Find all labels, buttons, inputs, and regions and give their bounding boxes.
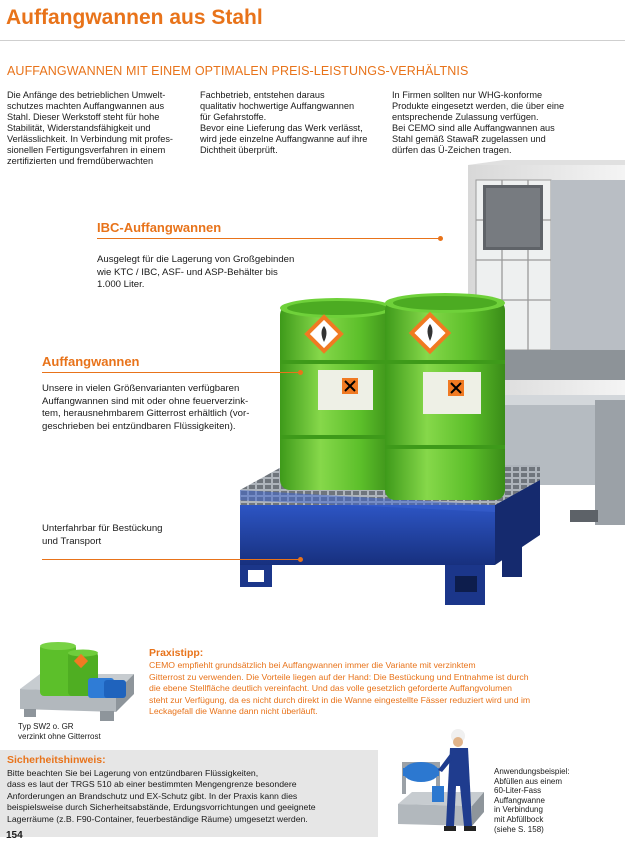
header-divider (0, 40, 625, 41)
ibc-line: wie KTC / IBC, ASF- und ASP-Behälter bis (97, 266, 278, 278)
intro-line: Stahl gemäß StawaR zugelassen und (392, 134, 546, 144)
intro-line: für Gefahrstoffe. (200, 112, 267, 122)
intro-line: dürfen das Ü-Zeichen tragen. (392, 145, 512, 155)
auffangwannen-description (42, 383, 249, 433)
praxistipp-title: Praxistipp: (149, 647, 204, 659)
green-drum (385, 293, 505, 500)
intro-line: zertifizierten und fremdüberwachten (7, 156, 154, 166)
intro-line: entsprechende Zulassung verfügen. (392, 112, 539, 122)
auffangwannen-line: Unsere in vielen Größenvarianten verfügbaren (42, 383, 240, 394)
intro-line: In Firmen sollten nur WHG-konforme (392, 90, 543, 100)
auffangwannen-line: tem, herausnehmbarem Gitterrost erhältlich (vor- (42, 408, 250, 420)
ibc-line: 1.000 Liter. (97, 279, 145, 291)
unterfahrbar-line: Unterfahrbar für Bestückung (42, 523, 163, 534)
unterfahrbar-pointer-dot (298, 557, 303, 562)
application-example (494, 767, 570, 834)
praxistipp-line: die ebene Stellfläche deutlich vereinfacht. Und das volle gesetzlich geforderte Auffangvolumen (149, 683, 513, 694)
ibc-line: Ausgelegt für die Lagerung von Großgebinden (97, 254, 295, 265)
intro-line: Bevor eine Lieferung das Werk verlässt, (200, 123, 363, 133)
example-line: (siehe S. 158) (494, 824, 544, 834)
safety-text (7, 768, 316, 825)
praxistipp-line: Gitterrost zu verwenden. Die Vorteile liegen auf der Hand: Die Bestückung und Entnahme ist durch (149, 671, 529, 682)
intro-line: wird jede einzelne Auffangwanne auf ihre (200, 134, 368, 144)
example-line: mit Abfüllbock (494, 814, 544, 824)
intro-line: schutzes machten Auffangwannen aus (7, 101, 165, 111)
unterfahrbar-description (42, 523, 163, 548)
safety-line: dass es laut der TRGS 510 ab einer bestimmten Mengengrenze besondere (7, 779, 297, 790)
intro-column-1 (7, 90, 173, 167)
safety-line: beispielsweise durch Sicherheitsabstände, Erdungsvorrichtungen und geeignete (7, 802, 316, 813)
ibc-pointer-dot (438, 236, 443, 241)
intro-line: Die Anfänge des betrieblichen Umwelt- (7, 90, 166, 100)
example-line: Anwendungsbeispiel: (494, 767, 570, 776)
auffangwannen-line: geschrieben bei entzündbaren Flüssigkeiten). (42, 420, 236, 432)
page-number: 154 (6, 830, 23, 841)
safety-title: Sicherheitshinweis: (7, 754, 106, 766)
page-title: Auffangwannen aus Stahl (6, 6, 263, 29)
green-drum (280, 298, 395, 490)
auffangwannen-pointer-line (42, 372, 300, 373)
small-tray-caption (18, 722, 101, 741)
worker-filling-image (392, 726, 492, 837)
auffangwannen-pointer-dot (298, 370, 303, 375)
praxistipp-line: CEMO empfiehlt grundsätzlich bei Auffangwannen immer die Variante mit verzinktem (149, 660, 476, 670)
safety-line: Anforderungen an Brandschutz und EX-Schutz gibt. In der Praxis kann dies (7, 790, 298, 801)
ibc-title: IBC-Auffangwannen (97, 220, 222, 235)
small-tray-image (16, 634, 134, 724)
intro-column-3 (392, 90, 564, 156)
unterfahrbar-line: und Transport (42, 535, 102, 547)
safety-line: Bitte beachten Sie bei Lagerung von entzündbaren Flüssigkeiten, (7, 768, 259, 778)
safety-line: Lagerräume (z.B. F90-Container, feuerbeständige Räume) umgesetzt werden. (7, 813, 308, 824)
intro-line: Produkte eingesetzt werden, die über eine (392, 101, 565, 111)
ibc-pointer-line (97, 238, 440, 239)
example-line: in Verbindung (494, 805, 543, 815)
auffangwannen-line: Auffangwannen sind mit oder ohne feuerverzink- (42, 395, 249, 407)
ibc-description (97, 254, 294, 292)
intro-line: Dichtheit überprüft. (200, 145, 278, 155)
page-subtitle: AUFFANGWANNEN MIT EINEM OPTIMALEN PREIS-LEISTUNGS-VERHÄLTNIS (7, 64, 469, 78)
intro-column-2 (200, 90, 367, 156)
intro-line: qualitativ hochwertige Auffangwannen (200, 101, 355, 111)
auffangwannen-title: Auffangwannen (42, 354, 140, 369)
praxistipp-line: steht zur Verfügung, da es nicht durch direkt in die Wanne eingestellte Fässer reduziert wird und im (149, 694, 531, 705)
intro-line: Stahl. Dieser Werkstoff steht für hohe (7, 112, 160, 122)
example-line: 60-Liter-Fass (494, 786, 542, 796)
example-line: Auffangwanne (494, 795, 546, 805)
intro-line: Stabilität, Widerstandsfähigkeit und (7, 123, 151, 133)
praxistipp-text (149, 660, 530, 718)
intro-line: Fachbetrieb, entstehen daraus (200, 90, 325, 100)
caption-line: Typ SW2 o. GR (18, 722, 74, 731)
intro-line: sionellen Fertigungsverfahren in einem (7, 145, 166, 155)
caption-line: verzinkt ohne Gitterrost (18, 731, 101, 741)
example-line: Abfüllen aus einem (494, 776, 563, 786)
intro-line: Bei CEMO sind alle Auffangwannen aus (392, 123, 555, 133)
praxistipp-line: Leckagefall die Wanne dann nicht überläuft. (149, 706, 318, 717)
intro-line: Verlässlichkeit. In Verbindung mit profes- (7, 134, 173, 144)
unterfahrbar-pointer-line (42, 559, 300, 560)
